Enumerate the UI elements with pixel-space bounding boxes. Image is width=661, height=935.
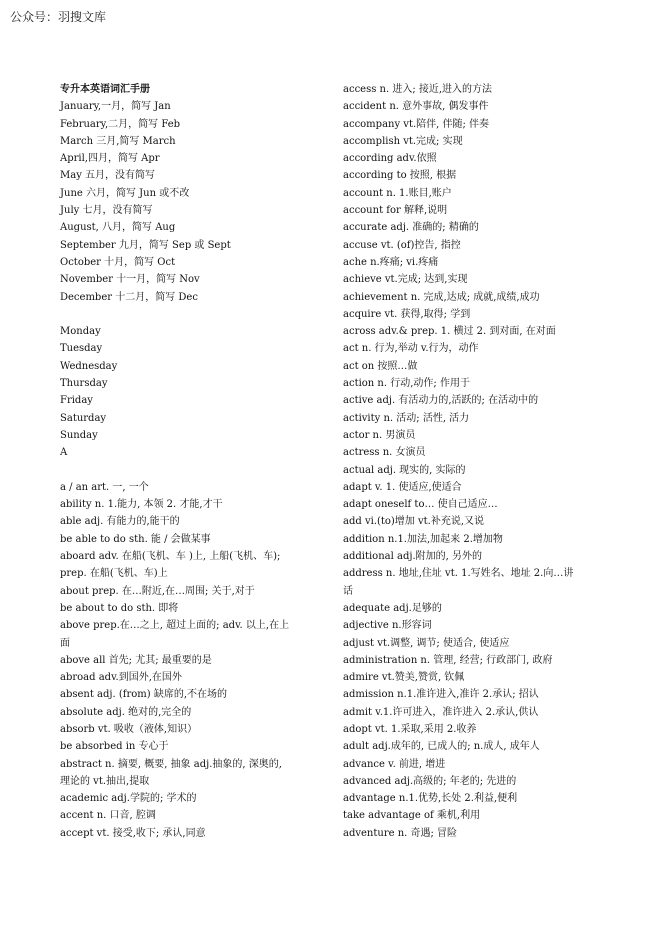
vocab-line: 理论的 vt.抽出,提取 bbox=[60, 775, 150, 787]
vocab-line: absent adj. (from) 缺席的,不在场的 bbox=[60, 689, 228, 701]
vocab-line: admit v.1.许可进入，准许进入 2.承认,供认 bbox=[343, 706, 539, 718]
vocab-line: October 十月，简写 Oct bbox=[60, 256, 176, 268]
vocab-line: Wednesday bbox=[60, 360, 118, 372]
vocab-line: admire vt.赞美,赞赏, 钦佩 bbox=[343, 672, 465, 684]
vocab-line: accent n. 口音, 腔调 bbox=[60, 810, 156, 822]
vocab-line: 面 bbox=[60, 637, 70, 649]
vocab-line: accomplish vt.完成; 实现 bbox=[343, 135, 463, 147]
vocab-line: absorb vt. 吸收（液体,知识） bbox=[60, 723, 198, 735]
vocab-line: adequate adj.足够的 bbox=[343, 602, 442, 614]
vocab-line: achieve vt.完成; 达到,实现 bbox=[343, 274, 468, 286]
vocab-line: Saturday bbox=[60, 412, 107, 424]
vocab-line: adventure n. 奇遇; 冒险 bbox=[343, 827, 458, 839]
vocab-line: abstract n. 摘要, 概要, 抽象 adj.抽象的, 深奥的, bbox=[60, 758, 282, 770]
vocab-line: absolute adj. 绝对的,完全的 bbox=[60, 706, 192, 718]
vocab-line: August, 八月，简写 Aug bbox=[60, 222, 176, 234]
vocab-line: addition n.1.加法,加起来 2.增加物 bbox=[343, 533, 503, 545]
vocab-line: ability n. 1.能力, 本领 2. 才能,才干 bbox=[60, 499, 223, 511]
vocab-line: a / an art. 一, 一个 bbox=[60, 481, 149, 493]
vocab-line: July 七月，没有简写 bbox=[60, 205, 153, 217]
vocab-line: accurate adj. 准确的; 精确的 bbox=[343, 222, 479, 234]
left-column bbox=[60, 81, 332, 842]
vocab-line: accept vt. 接受,收下; 承认,同意 bbox=[60, 827, 206, 839]
vocab-line: Tuesday bbox=[60, 343, 103, 355]
vocab-line: adapt oneself to… 使自己适应… bbox=[343, 499, 498, 511]
vocab-line: adult adj.成年的, 已成人的; n.成人, 成年人 bbox=[343, 741, 540, 753]
vocab-line: March 三月,简写 March bbox=[60, 135, 176, 147]
vocab-line: adapt v. 1. 使适应,使适合 bbox=[343, 481, 462, 493]
vocab-line: abroad adv.到国外,在国外 bbox=[60, 672, 182, 684]
vocab-line: May 五月，没有简写 bbox=[60, 170, 156, 182]
vocab-line: according to 按照, 根据 bbox=[343, 170, 457, 182]
vocab-line: December 十二月，简写 Dec bbox=[60, 291, 198, 303]
vocab-line: achievement n. 完成,达成; 成就,成绩,成功 bbox=[343, 291, 540, 303]
vocab-line: access n. 进入; 接近,进入的方法 bbox=[343, 84, 493, 95]
vocab-line: A bbox=[60, 447, 68, 459]
vocab-line: advance v. 前进, 增进 bbox=[343, 758, 446, 770]
vocab-line: actress n. 女演员 bbox=[343, 447, 426, 459]
vocab-line: Sunday bbox=[60, 429, 98, 441]
watermark: 公众号：羽搜文库 bbox=[10, 10, 107, 24]
vocab-line: about prep. 在…附近,在…周围; 关于,对于 bbox=[60, 585, 255, 597]
vocab-line: advantage n.1.优势,长处 2.利益,便利 bbox=[343, 793, 518, 805]
vocab-line: September 九月，简写 Sep 或 Sept bbox=[60, 239, 231, 251]
vocab-line: advanced adj.高级的; 年老的; 先进的 bbox=[343, 775, 517, 787]
vocab-line: add vi.(to)增加 vt.补充说,又说 bbox=[343, 516, 485, 528]
vocab-line: June 六月，简写 Jun 或不改 bbox=[60, 187, 190, 199]
vocab-line: able adj. 有能力的,能干的 bbox=[60, 516, 180, 528]
vocab-line: above all 首先; 尤其; 最重要的是 bbox=[60, 654, 212, 666]
vocab-line: additional adj.附加的, 另外的 bbox=[343, 551, 482, 563]
vocab-line: April,四月，简写 Apr bbox=[60, 153, 160, 165]
vocab-line: February,二月，简写 Feb bbox=[60, 118, 181, 130]
vocab-line: academic adj.学院的; 学术的 bbox=[60, 793, 197, 805]
vocab-line: ache n.疼痛; vi.疼痛 bbox=[343, 256, 439, 268]
vocab-line: aboard adv. 在船(飞机、车 )上, 上船(飞机、车); bbox=[60, 551, 281, 563]
vocab-line: adjust vt.调整, 调节; 使适合, 使适应 bbox=[343, 637, 510, 649]
vocab-line: Thursday bbox=[60, 378, 108, 390]
vocab-line: be about to do sth. 即将 bbox=[60, 602, 179, 614]
vocab-line: account for 解释,说明 bbox=[343, 205, 448, 217]
vocab-line: act n. 行为,举动 v.行为，动作 bbox=[343, 343, 479, 355]
vocab-line: be able to do sth. 能 / 会做某事 bbox=[60, 533, 211, 545]
vocab-line: prep. 在船(飞机、车)上 bbox=[60, 568, 168, 580]
vocab-line: take advantage of 乘机,利用 bbox=[343, 810, 481, 822]
vocab-line: adopt vt. 1.采取,采用 2.收养 bbox=[343, 723, 477, 735]
vocab-line: 话 bbox=[343, 585, 353, 597]
vocab-line: be absorbed in 专心于 bbox=[60, 741, 169, 753]
vocab-line: accompany vt.陪伴, 伴随; 伴奏 bbox=[343, 118, 490, 130]
vocab-line: acquire vt. 获得,取得; 学到 bbox=[343, 308, 471, 320]
vocab-line: Monday bbox=[60, 326, 101, 338]
vocab-line: according adv.依照 bbox=[343, 153, 437, 165]
vocab-line: Friday bbox=[60, 395, 93, 407]
vocab-line: active adj. 有活动力的,活跃的; 在活动中的 bbox=[343, 395, 539, 407]
vocab-line: January,一月，简写 Jan bbox=[60, 101, 171, 113]
vocab-line: across adv.& prep. 1. 横过 2. 到对面, 在对面 bbox=[343, 326, 556, 338]
vocab-line: action n. 行动,动作; 作用于 bbox=[343, 378, 470, 390]
vocab-line: activity n. 活动; 活性, 活力 bbox=[343, 412, 470, 424]
right-column bbox=[343, 81, 635, 842]
vocab-line: act on 按照…做 bbox=[343, 360, 418, 372]
vocab-line: above prep.在…之上, 超过上面的; adv. 以上,在上 bbox=[60, 620, 290, 632]
vocab-line: accuse vt. (of)控告, 指控 bbox=[343, 239, 461, 251]
vocab-line: actor n. 男演员 bbox=[343, 429, 416, 441]
vocab-line: address n. 地址,住址 vt. 1.写姓名、地址 2.向…讲 bbox=[343, 568, 574, 580]
vocab-line: actual adj. 现实的, 实际的 bbox=[343, 464, 466, 476]
vocab-line: administration n. 管理, 经营; 行政部门, 政府 bbox=[343, 654, 553, 666]
vocab-line bbox=[60, 462, 332, 479]
vocab-line: November 十一月，简写 Nov bbox=[60, 274, 200, 286]
vocab-line: admission n.1.准许进入,准许 2.承认; 招认 bbox=[343, 689, 539, 701]
vocab-line bbox=[60, 306, 332, 323]
document-title: 专升本英语词汇手册 bbox=[60, 84, 150, 95]
vocab-line: adjective n.形容词 bbox=[343, 620, 432, 632]
vocab-line: account n. 1.账目,账户 bbox=[343, 187, 452, 199]
vocab-line: accident n. 意外事故, 偶发事件 bbox=[343, 101, 489, 113]
